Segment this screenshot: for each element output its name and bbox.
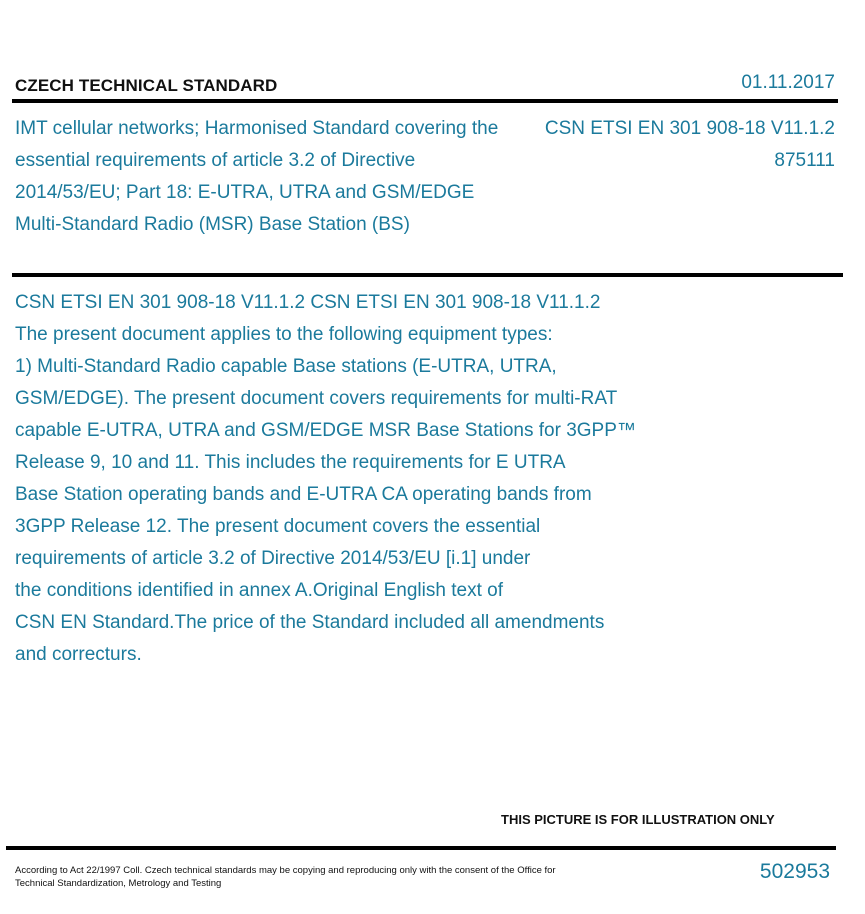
footer-divider (6, 846, 836, 850)
standard-title: IMT cellular networks; Harmonised Standard covering the essential requirements of article 3.2 of Directive 2014/53/EU; Part 18: E-UTRA, UTRA and GSM/EDGE Multi-Standard Radio (MSR) Base Station (BS) (15, 118, 499, 235)
abstract-text: CSN ETSI EN 301 908-18 V11.1.2 CSN ETSI EN 301 908-18 V11.1.2 The present document applies to the following equipment types: 1) Multi-Standard Radio capable Base stations (E-UTRA, UTRA, GSM/EDGE). The present document covers requirements for multi-RAT capable E-UTRA, UTRA and GSM/EDGE MSR Base Stations for 3GPP™ Release 9, 10 and 11. This includes the requirements for E UTRA Base Station operating bands and E-UTRA CA operating bands from 3GPP Release 12. The present document covers the essential requirements of article 3.2 of Directive 2014/53/EU [i.1] under the conditions identified in annex A.Original English text of CSN EN Standard.The price of the Standard included all amendments and correcturs. (15, 292, 636, 665)
illustration-note: THIS PICTURE IS FOR ILLUSTRATION ONLY (501, 812, 775, 827)
standard-number-block (545, 113, 835, 177)
publication-date: 01.11.2017 (741, 72, 835, 93)
document-id: 502953 (759, 860, 830, 883)
document-type-heading: CZECH TECHNICAL STANDARD (15, 76, 278, 95)
standard-number: CSN ETSI EN 301 908-18 V11.1.2 (544, 118, 835, 139)
title-divider (12, 273, 843, 277)
header-divider (12, 99, 838, 103)
copyright-notice: According to Act 22/1997 Coll. Czech technical standards may be copying and reproducing only with the consent of the Office for Technical Standardization, Metrology and Testing (15, 865, 556, 889)
catalog-number: 875111 (774, 150, 835, 171)
